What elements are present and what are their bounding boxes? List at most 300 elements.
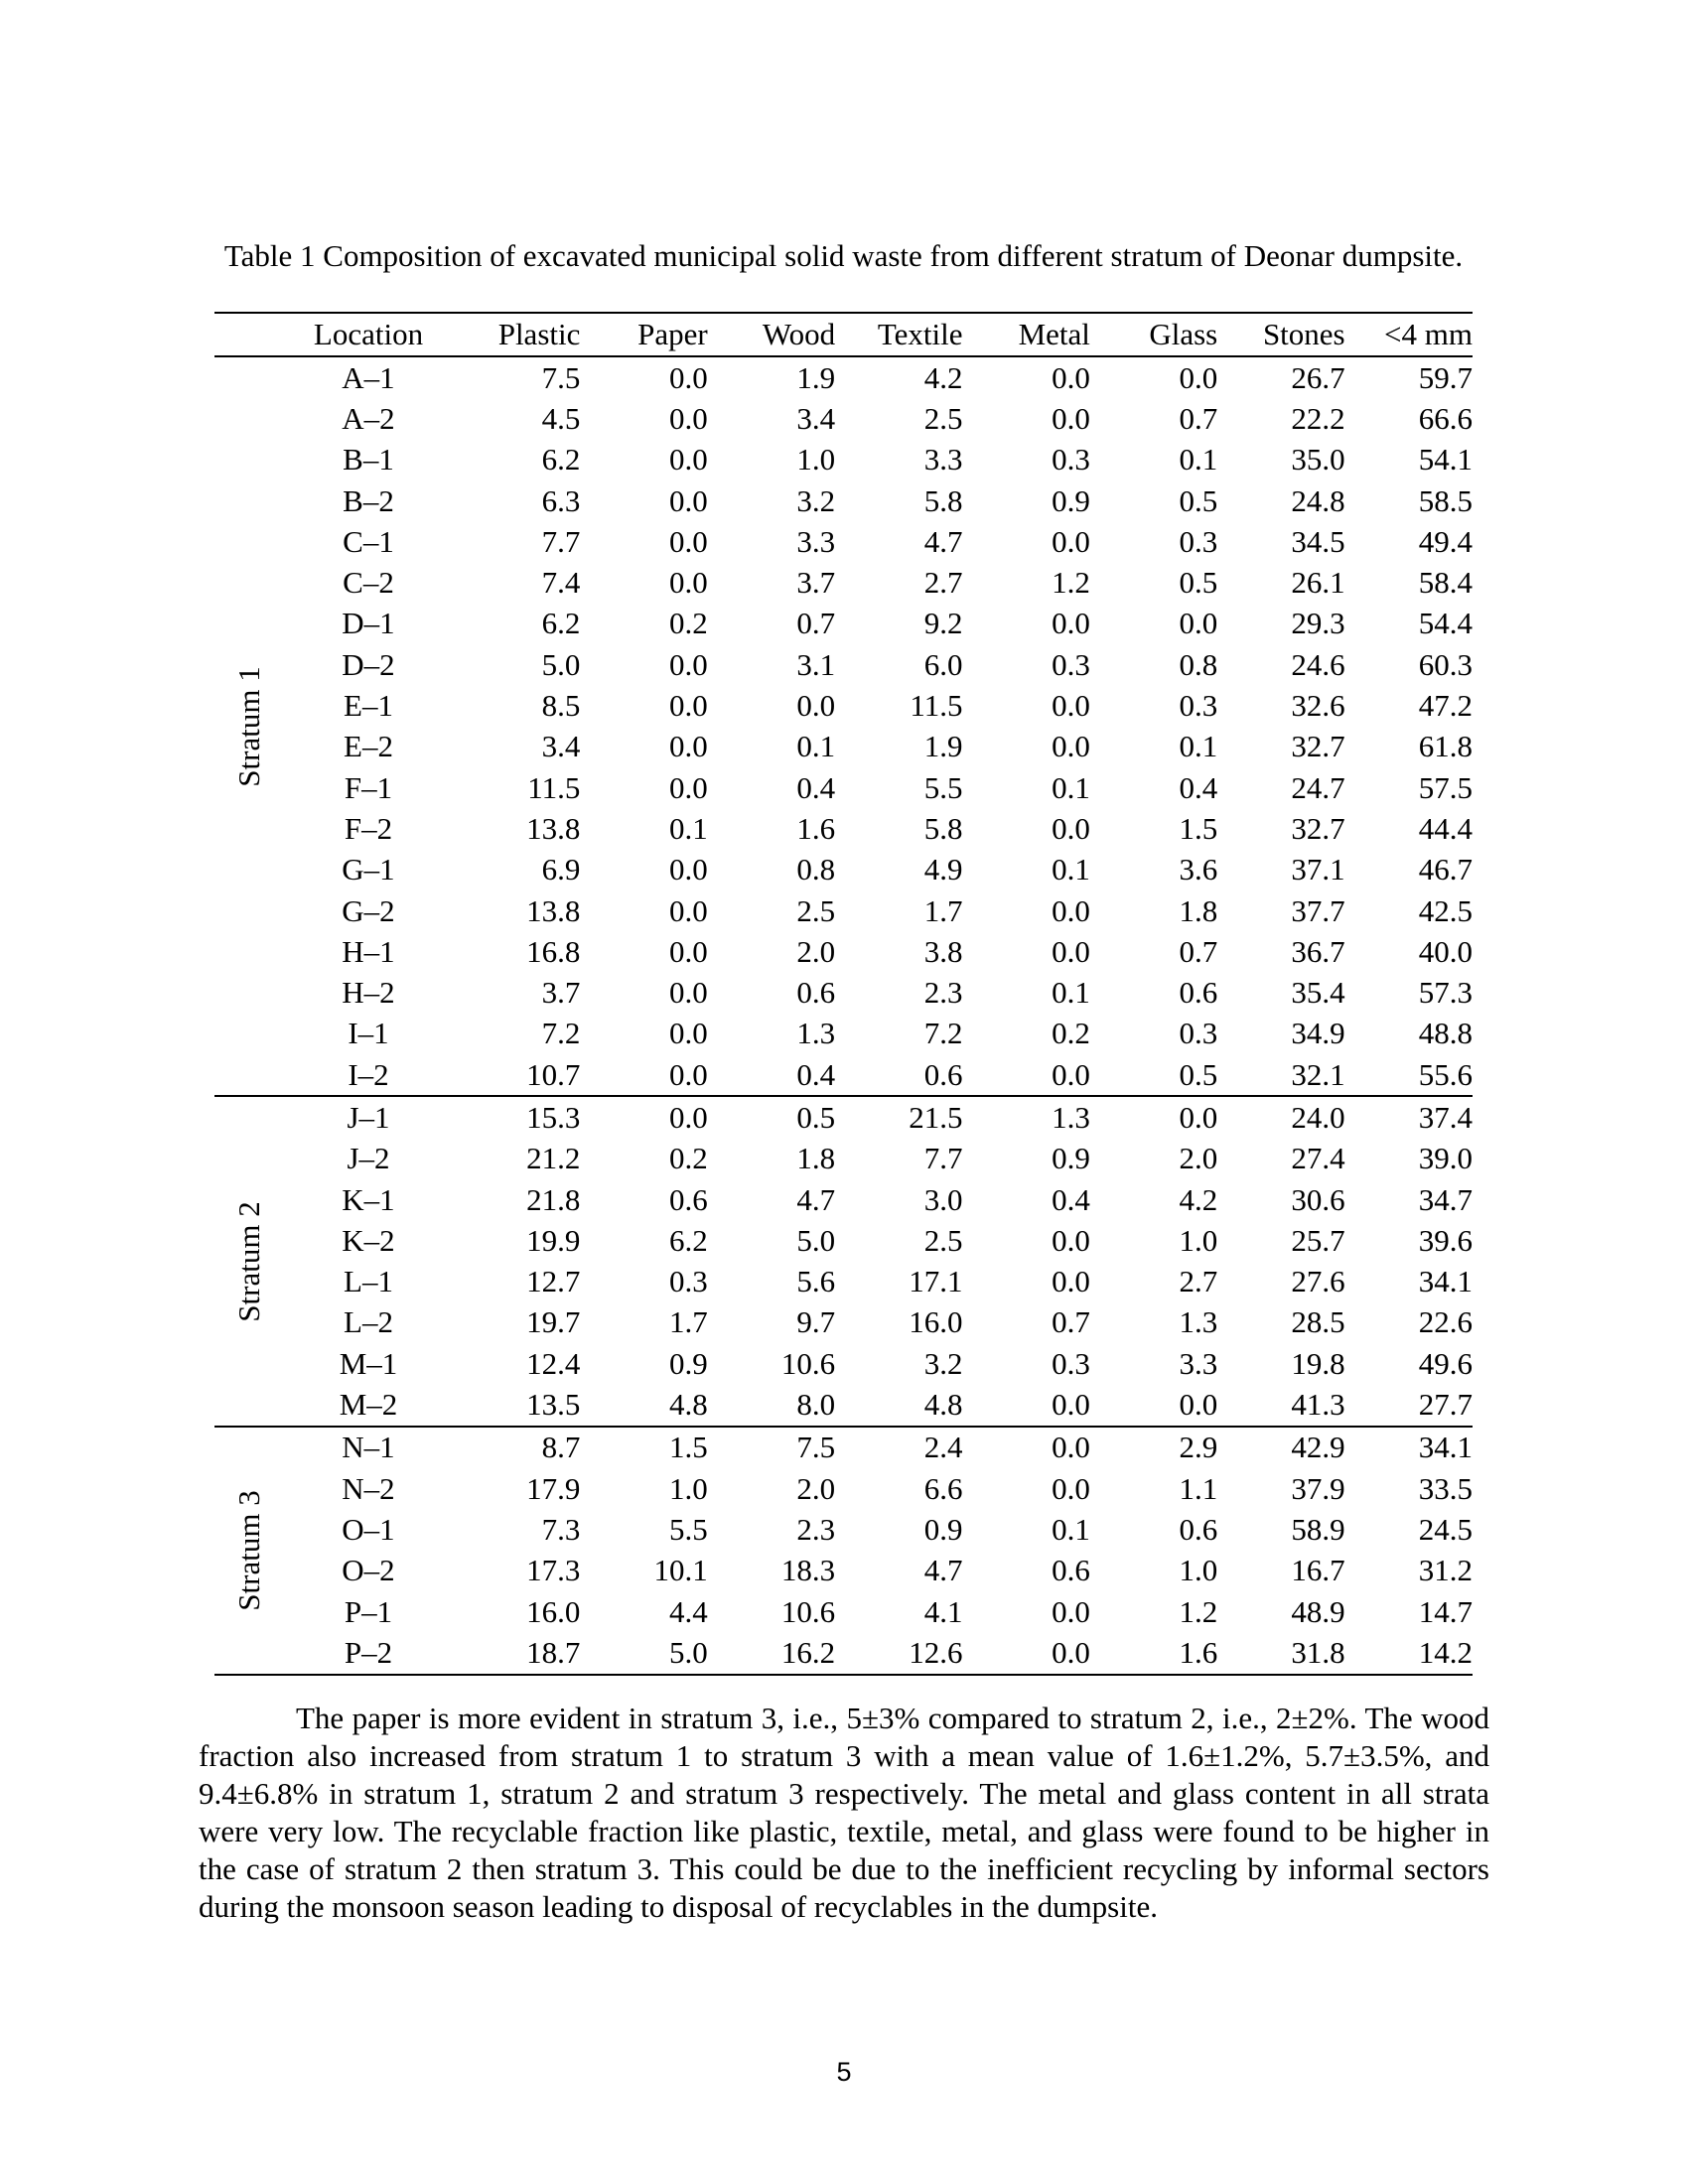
value-cell: 19.7 xyxy=(526,1304,581,1340)
stratum-label-cell xyxy=(214,1096,284,1426)
value-cell: 4.7 xyxy=(923,1553,963,1588)
value-cell: 42.5 xyxy=(1418,892,1473,928)
value-cell: 0.2 xyxy=(669,606,708,641)
value-cell: 3.0 xyxy=(923,1181,963,1217)
value-cell: 0.0 xyxy=(1052,1222,1090,1258)
value-cell: 16.0 xyxy=(526,1593,581,1629)
value-cell: 15.3 xyxy=(526,1099,581,1135)
value-cell: 7.2 xyxy=(541,1016,581,1051)
value-cell: 7.3 xyxy=(541,1511,581,1547)
value-cell: 0.0 xyxy=(796,688,836,724)
value-cell: 7.7 xyxy=(541,523,581,559)
value-cell: 0.0 xyxy=(1052,1470,1090,1506)
value-cell: 0.9 xyxy=(669,1345,708,1381)
table-row xyxy=(214,521,1473,562)
value-cell: 14.2 xyxy=(1418,1634,1473,1670)
table-row xyxy=(214,1220,1473,1261)
value-cell: 5.8 xyxy=(923,482,963,518)
value-cell: 6.2 xyxy=(669,1222,708,1258)
value-cell: 12.7 xyxy=(526,1264,581,1299)
value-cell: 2.7 xyxy=(923,565,963,601)
value-cell: 12.4 xyxy=(526,1345,581,1381)
value-cell: 3.7 xyxy=(796,565,836,601)
table-row xyxy=(214,398,1473,439)
value-cell: 0.0 xyxy=(669,933,708,969)
value-cell: 4.9 xyxy=(923,852,963,887)
location-cell: A–2 xyxy=(342,400,395,436)
column-header-stones: Stones xyxy=(1262,317,1345,351)
value-cell: 57.5 xyxy=(1418,769,1473,805)
table-row xyxy=(214,604,1473,644)
stratum-label-cell xyxy=(214,356,284,1096)
value-cell: 0.1 xyxy=(669,810,708,846)
value-cell: 17.9 xyxy=(526,1470,581,1506)
value-cell: 13.8 xyxy=(526,892,581,928)
value-cell: 0.1 xyxy=(1179,729,1218,764)
location-cell: M–2 xyxy=(339,1387,398,1423)
table-row xyxy=(214,1262,1473,1302)
value-cell: 39.6 xyxy=(1418,1222,1473,1258)
value-cell: 41.3 xyxy=(1291,1387,1345,1423)
value-cell: 32.6 xyxy=(1291,688,1345,724)
table-row xyxy=(214,1179,1473,1220)
value-cell: 0.6 xyxy=(1052,1553,1090,1588)
table-row xyxy=(214,1384,1473,1426)
stratum-3-group xyxy=(214,1427,1473,1675)
value-cell: 4.7 xyxy=(796,1181,836,1217)
value-cell: 60.3 xyxy=(1418,646,1473,682)
value-cell: 1.8 xyxy=(1179,892,1218,928)
location-cell: O–1 xyxy=(342,1511,395,1547)
value-cell: 0.5 xyxy=(796,1099,836,1135)
table-row xyxy=(214,1014,1473,1054)
value-cell: 1.0 xyxy=(796,442,836,478)
value-cell: 0.0 xyxy=(1052,1056,1090,1092)
value-cell: 59.7 xyxy=(1418,359,1473,395)
location-cell: P–2 xyxy=(344,1634,393,1670)
table-row xyxy=(214,890,1473,931)
value-cell: 0.0 xyxy=(669,482,708,518)
location-cell: A–1 xyxy=(342,359,395,395)
value-cell: 9.7 xyxy=(796,1304,836,1340)
value-cell: 4.4 xyxy=(669,1593,708,1629)
value-cell: 0.0 xyxy=(669,1099,708,1135)
value-cell: 36.7 xyxy=(1291,933,1345,969)
value-cell: 4.1 xyxy=(923,1593,963,1629)
value-cell: 0.0 xyxy=(669,646,708,682)
value-cell: 32.7 xyxy=(1291,810,1345,846)
value-cell: 0.0 xyxy=(1052,400,1090,436)
value-cell: 6.3 xyxy=(541,482,581,518)
value-cell: 21.8 xyxy=(526,1181,581,1217)
table-row xyxy=(214,1591,1473,1632)
value-cell: 10.1 xyxy=(653,1553,708,1588)
value-cell: 37.4 xyxy=(1418,1099,1473,1135)
value-cell: 9.2 xyxy=(923,606,963,641)
value-cell: 0.5 xyxy=(1179,1056,1218,1092)
value-cell: 4.7 xyxy=(923,523,963,559)
stratum-label: Stratum 1 xyxy=(231,665,266,787)
value-cell: 3.7 xyxy=(541,975,581,1011)
value-cell: 2.7 xyxy=(1179,1264,1218,1299)
value-cell: 0.6 xyxy=(923,1056,963,1092)
value-cell: 27.6 xyxy=(1291,1264,1345,1299)
value-cell: 27.4 xyxy=(1291,1141,1345,1176)
value-cell: 21.5 xyxy=(909,1099,963,1135)
value-cell: 18.3 xyxy=(780,1553,836,1588)
value-cell: 4.8 xyxy=(923,1387,963,1423)
value-cell: 0.1 xyxy=(1052,852,1090,887)
location-cell: H–1 xyxy=(342,933,395,969)
location-cell: E–2 xyxy=(344,729,393,764)
location-cell: M–1 xyxy=(339,1345,398,1381)
location-cell: B–2 xyxy=(343,482,394,518)
value-cell: 49.4 xyxy=(1418,523,1473,559)
value-cell: 29.3 xyxy=(1291,606,1345,641)
value-cell: 0.0 xyxy=(1052,810,1090,846)
value-cell: 0.0 xyxy=(669,565,708,601)
value-cell: 0.1 xyxy=(1052,975,1090,1011)
stratum-1-group xyxy=(214,356,1473,1096)
value-cell: 0.3 xyxy=(1052,646,1090,682)
value-cell: 24.8 xyxy=(1291,482,1345,518)
value-cell: 7.4 xyxy=(541,565,581,601)
value-cell: 2.3 xyxy=(923,975,963,1011)
column-header-location: Location xyxy=(313,317,424,351)
value-cell: 54.4 xyxy=(1418,606,1473,641)
value-cell: 18.7 xyxy=(526,1634,581,1670)
value-cell: 0.3 xyxy=(1052,1345,1090,1381)
value-cell: 33.5 xyxy=(1418,1470,1473,1506)
value-cell: 21.2 xyxy=(526,1141,581,1176)
value-cell: 0.2 xyxy=(1052,1016,1090,1051)
value-cell: 46.7 xyxy=(1418,852,1473,887)
value-cell: 0.3 xyxy=(1052,442,1090,478)
value-cell: 10.6 xyxy=(780,1345,836,1381)
value-cell: 7.5 xyxy=(541,359,581,395)
value-cell: 1.3 xyxy=(796,1016,836,1051)
value-cell: 54.1 xyxy=(1418,442,1473,478)
value-cell: 0.9 xyxy=(923,1511,963,1547)
table-row xyxy=(214,972,1473,1013)
column-header-paper: Paper xyxy=(637,317,708,351)
table-row xyxy=(214,480,1473,521)
value-cell: 6.0 xyxy=(923,646,963,682)
value-cell: 11.5 xyxy=(910,688,963,724)
value-cell: 34.9 xyxy=(1291,1016,1345,1051)
value-cell: 3.6 xyxy=(1179,852,1218,887)
value-cell: 0.5 xyxy=(1179,482,1218,518)
value-cell: 0.7 xyxy=(1052,1304,1090,1340)
value-cell: 17.1 xyxy=(909,1264,963,1299)
location-cell: O–2 xyxy=(342,1553,395,1588)
location-cell: N–2 xyxy=(342,1470,395,1506)
value-cell: 0.0 xyxy=(1179,1099,1218,1135)
table-header-row xyxy=(214,313,1473,356)
value-cell: 0.0 xyxy=(669,892,708,928)
table-row xyxy=(214,644,1473,685)
value-cell: 22.6 xyxy=(1418,1304,1473,1340)
value-cell: 0.1 xyxy=(1052,1511,1090,1547)
value-cell: 0.0 xyxy=(1052,1634,1090,1670)
value-cell: 1.2 xyxy=(1052,565,1090,601)
value-cell: 0.0 xyxy=(669,442,708,478)
location-cell: J–2 xyxy=(347,1141,390,1176)
value-cell: 0.0 xyxy=(1052,1264,1090,1299)
table-row xyxy=(214,1139,1473,1179)
value-cell: 3.1 xyxy=(796,646,836,682)
value-cell: 10.6 xyxy=(780,1593,836,1629)
value-cell: 48.8 xyxy=(1418,1016,1473,1051)
value-cell: 16.8 xyxy=(526,933,581,969)
value-cell: 48.9 xyxy=(1291,1593,1345,1629)
table-row xyxy=(214,1302,1473,1343)
value-cell: 0.1 xyxy=(1052,769,1090,805)
value-cell: 35.4 xyxy=(1291,975,1345,1011)
value-cell: 7.5 xyxy=(796,1430,836,1465)
stratum-header xyxy=(214,313,284,356)
value-cell: 2.5 xyxy=(923,400,963,436)
value-cell: 3.3 xyxy=(1179,1345,1218,1381)
value-cell: 24.7 xyxy=(1291,769,1345,805)
value-cell: 0.0 xyxy=(1052,359,1090,395)
value-cell: 7.7 xyxy=(923,1141,963,1176)
value-cell: 0.0 xyxy=(1052,1430,1090,1465)
value-cell: 1.0 xyxy=(1179,1222,1218,1258)
value-cell: 30.6 xyxy=(1291,1181,1345,1217)
value-cell: 1.0 xyxy=(1179,1553,1218,1588)
value-cell: 3.2 xyxy=(923,1345,963,1381)
value-cell: 0.7 xyxy=(1179,933,1218,969)
value-cell: 0.3 xyxy=(1179,1016,1218,1051)
value-cell: 0.0 xyxy=(1179,359,1218,395)
value-cell: 4.2 xyxy=(923,359,963,395)
value-cell: 58.5 xyxy=(1418,482,1473,518)
value-cell: 2.4 xyxy=(923,1430,963,1465)
value-cell: 0.0 xyxy=(669,852,708,887)
table-row xyxy=(214,850,1473,890)
value-cell: 10.7 xyxy=(526,1056,581,1092)
value-cell: 6.2 xyxy=(541,442,581,478)
location-cell: K–2 xyxy=(342,1222,395,1258)
stratum-label: Stratum 2 xyxy=(231,1200,266,1322)
value-cell: 58.9 xyxy=(1291,1511,1345,1547)
value-cell: 17.3 xyxy=(526,1553,581,1588)
value-cell: 2.0 xyxy=(796,933,836,969)
value-cell: 0.4 xyxy=(796,769,836,805)
table-caption: Table 1 Composition of excavated municipal solid waste from different stratum of Deonar dumpsite. xyxy=(223,238,1464,273)
table-row xyxy=(214,808,1473,849)
value-cell: 4.2 xyxy=(1179,1181,1218,1217)
value-cell: 27.7 xyxy=(1418,1387,1473,1423)
value-cell: 0.6 xyxy=(669,1181,708,1217)
value-cell: 0.2 xyxy=(669,1141,708,1176)
value-cell: 0.8 xyxy=(796,852,836,887)
value-cell: 2.9 xyxy=(1179,1430,1218,1465)
value-cell: 0.6 xyxy=(796,975,836,1011)
location-cell: F–2 xyxy=(344,810,393,846)
value-cell: 24.6 xyxy=(1291,646,1345,682)
value-cell: 12.6 xyxy=(909,1634,963,1670)
value-cell: 35.0 xyxy=(1291,442,1345,478)
value-cell: 0.1 xyxy=(1179,442,1218,478)
location-cell: D–1 xyxy=(342,606,395,641)
table-row xyxy=(214,1632,1473,1674)
table-row xyxy=(214,1054,1473,1096)
table-row xyxy=(214,685,1473,726)
value-cell: 19.9 xyxy=(526,1222,581,1258)
value-cell: 0.0 xyxy=(669,729,708,764)
value-cell: 34.5 xyxy=(1291,523,1345,559)
location-cell: C–1 xyxy=(343,523,394,559)
location-cell: G–1 xyxy=(342,852,395,887)
value-cell: 0.0 xyxy=(1052,523,1090,559)
table-row xyxy=(214,1509,1473,1550)
value-cell: 34.1 xyxy=(1418,1430,1473,1465)
column-header-metal: Metal xyxy=(1018,317,1090,351)
table-row xyxy=(214,1551,1473,1591)
value-cell: 0.0 xyxy=(1052,729,1090,764)
value-cell: 1.6 xyxy=(796,810,836,846)
value-cell: 0.0 xyxy=(669,359,708,395)
value-cell: 40.0 xyxy=(1418,933,1473,969)
value-cell: 0.0 xyxy=(1052,1387,1090,1423)
value-cell: 19.8 xyxy=(1291,1345,1345,1381)
value-cell: 16.0 xyxy=(909,1304,963,1340)
value-cell: 0.0 xyxy=(669,1016,708,1051)
value-cell: 0.7 xyxy=(1179,400,1218,436)
value-cell: 24.5 xyxy=(1418,1511,1473,1547)
table-row xyxy=(214,767,1473,808)
value-cell: 32.7 xyxy=(1291,729,1345,764)
value-cell: 66.6 xyxy=(1418,400,1473,436)
location-cell: G–2 xyxy=(342,892,395,928)
value-cell: 1.3 xyxy=(1052,1099,1090,1135)
value-cell: 2.0 xyxy=(1179,1141,1218,1176)
value-cell: 0.0 xyxy=(669,769,708,805)
location-cell: H–2 xyxy=(342,975,395,1011)
value-cell: 0.0 xyxy=(1179,1387,1218,1423)
value-cell: 8.5 xyxy=(541,688,581,724)
value-cell: 42.9 xyxy=(1291,1430,1345,1465)
value-cell: 26.7 xyxy=(1291,359,1345,395)
value-cell: 2.3 xyxy=(796,1511,836,1547)
value-cell: 0.0 xyxy=(1052,933,1090,969)
value-cell: 0.3 xyxy=(1179,523,1218,559)
location-cell: D–2 xyxy=(342,646,395,682)
value-cell: 0.0 xyxy=(1052,892,1090,928)
value-cell: 5.0 xyxy=(669,1634,708,1670)
location-cell: B–1 xyxy=(343,442,394,478)
value-cell: 0.4 xyxy=(1052,1181,1090,1217)
value-cell: 0.0 xyxy=(669,688,708,724)
value-cell: 0.4 xyxy=(796,1056,836,1092)
value-cell: 0.6 xyxy=(1179,975,1218,1011)
location-cell: P–1 xyxy=(344,1593,393,1629)
value-cell: 0.0 xyxy=(1179,606,1218,641)
value-cell: 55.6 xyxy=(1418,1056,1473,1092)
column-header-wood: Wood xyxy=(762,317,836,351)
value-cell: 4.8 xyxy=(669,1387,708,1423)
page-number: 5 xyxy=(836,2057,852,2087)
value-cell: 1.5 xyxy=(1179,810,1218,846)
value-cell: 2.5 xyxy=(923,1222,963,1258)
value-cell: 11.5 xyxy=(527,769,581,805)
value-cell: 0.8 xyxy=(1179,646,1218,682)
value-cell: 0.0 xyxy=(669,1056,708,1092)
value-cell: 0.0 xyxy=(669,975,708,1011)
value-cell: 1.6 xyxy=(1179,1634,1218,1670)
body-paragraph: The paper is more evident in stratum 3, i.e., 5±3% compared to stratum 2, i.e., 2±2%. The wood fraction also increased from stratum 1 to stratum 3 with a mean value of 1.6±1.2%, 5.7±3.5%, and 9.4±6.8% in stratum 1, stratum 2 and stratum 3 respectively. The metal and glass content in all strata were very low. The recyclable fraction like plastic, textile, metal, and glass were found to be higher in the case of stratum 2 then stratum 3. This could be due to the inefficient recycling by informal sectors during the monsoon season leading to disposal of recyclables in the dumpsite. xyxy=(199,1701,1489,1924)
stratum-label-cell xyxy=(214,1427,284,1675)
value-cell: 61.8 xyxy=(1418,729,1473,764)
value-cell: 4.5 xyxy=(541,400,581,436)
location-cell: I–1 xyxy=(348,1016,389,1051)
value-cell: 1.3 xyxy=(1179,1304,1218,1340)
stratum-2-group xyxy=(214,1096,1473,1426)
value-cell: 1.5 xyxy=(669,1430,708,1465)
location-cell: J–1 xyxy=(347,1099,390,1135)
value-cell: 3.4 xyxy=(541,729,581,764)
value-cell: 8.0 xyxy=(796,1387,836,1423)
composition-table xyxy=(214,312,1473,1676)
value-cell: 34.1 xyxy=(1418,1264,1473,1299)
value-cell: 58.4 xyxy=(1418,565,1473,601)
value-cell: 0.7 xyxy=(796,606,836,641)
location-cell: C–2 xyxy=(343,565,394,601)
value-cell: 0.0 xyxy=(1052,606,1090,641)
value-cell: 24.0 xyxy=(1291,1099,1345,1135)
value-cell: 49.6 xyxy=(1418,1345,1473,1381)
value-cell: 37.1 xyxy=(1291,852,1345,887)
value-cell: 3.8 xyxy=(923,933,963,969)
location-cell: E–1 xyxy=(344,688,393,724)
table-row xyxy=(214,1096,1473,1138)
location-cell: L–1 xyxy=(344,1264,393,1299)
value-cell: 2.5 xyxy=(796,892,836,928)
table-row xyxy=(214,562,1473,603)
table-row xyxy=(214,931,1473,972)
value-cell: 16.7 xyxy=(1291,1553,1345,1588)
value-cell: 0.5 xyxy=(1179,565,1218,601)
value-cell: 13.8 xyxy=(526,810,581,846)
value-cell: 44.4 xyxy=(1418,810,1473,846)
value-cell: 32.1 xyxy=(1291,1056,1345,1092)
value-cell: 0.3 xyxy=(1179,688,1218,724)
value-cell: 5.0 xyxy=(796,1222,836,1258)
value-cell: 57.3 xyxy=(1418,975,1473,1011)
value-cell: 0.0 xyxy=(669,523,708,559)
stratum-label: Stratum 3 xyxy=(231,1489,266,1611)
value-cell: 6.9 xyxy=(541,852,581,887)
value-cell: 34.7 xyxy=(1418,1181,1473,1217)
value-cell: 13.5 xyxy=(526,1387,581,1423)
value-cell: 3.3 xyxy=(923,442,963,478)
value-cell: 0.1 xyxy=(796,729,836,764)
column-header-textile: Textile xyxy=(877,317,963,351)
value-cell: 14.7 xyxy=(1418,1593,1473,1629)
value-cell: 5.8 xyxy=(923,810,963,846)
table-row xyxy=(214,1343,1473,1384)
value-cell: 37.9 xyxy=(1291,1470,1345,1506)
location-cell: L–2 xyxy=(344,1304,393,1340)
value-cell: 37.7 xyxy=(1291,892,1345,928)
value-cell: 3.4 xyxy=(796,400,836,436)
value-cell: 1.9 xyxy=(796,359,836,395)
value-cell: 1.0 xyxy=(669,1470,708,1506)
table-row xyxy=(214,1427,1473,1468)
column-header-fines: <4 mm xyxy=(1384,317,1473,351)
